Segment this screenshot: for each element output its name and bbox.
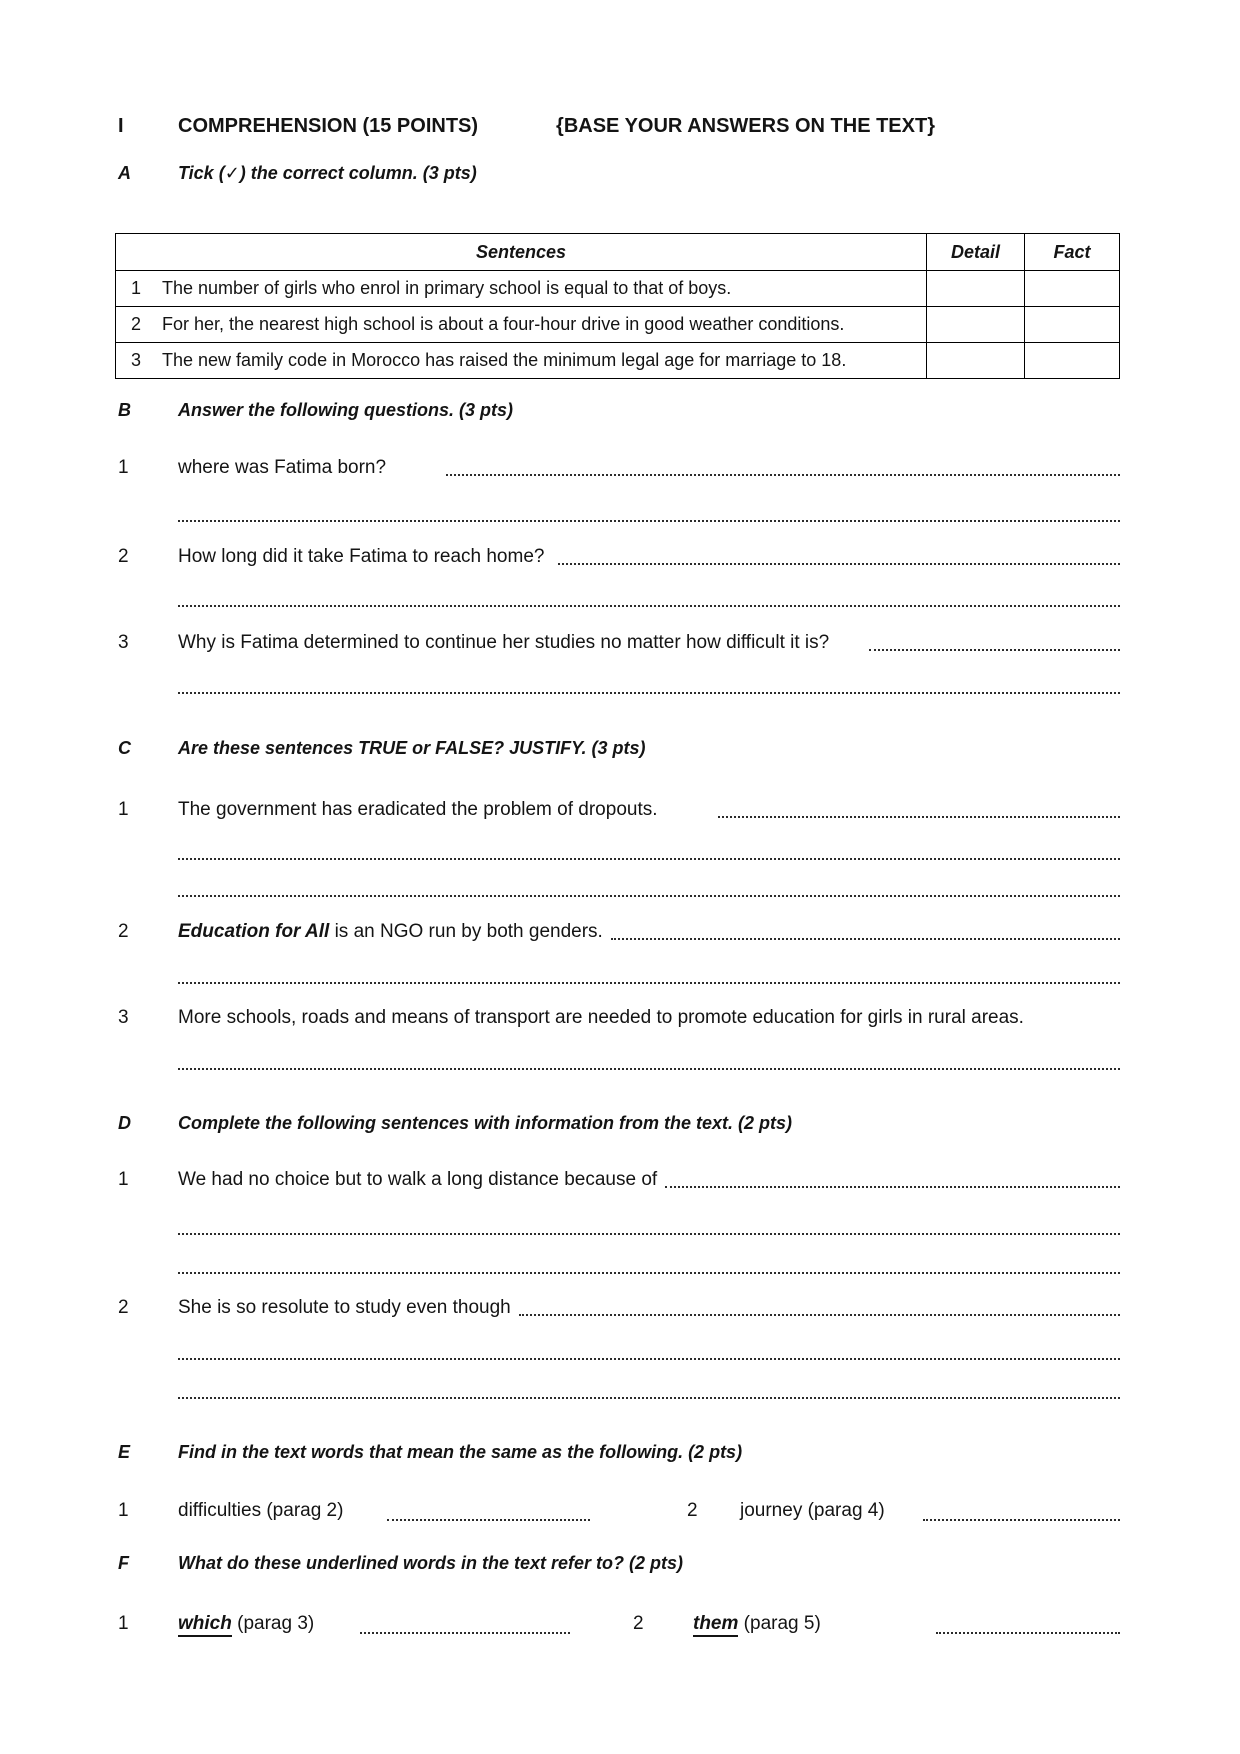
detail-tick-cell[interactable] xyxy=(927,343,1025,379)
answer-line[interactable] xyxy=(178,1272,1120,1274)
answer-blank[interactable] xyxy=(869,649,1120,651)
question-b3 xyxy=(118,631,1120,655)
question-number: 2 xyxy=(118,921,129,942)
question-b1 xyxy=(118,456,1120,480)
question-number: 2 xyxy=(118,1297,129,1318)
column-header-fact: Fact xyxy=(1025,234,1120,271)
section-d-heading xyxy=(118,1111,1120,1135)
question-b2 xyxy=(118,545,1120,569)
question-number: 3 xyxy=(118,1007,129,1028)
answer-line[interactable] xyxy=(178,692,1120,694)
fact-tick-cell[interactable] xyxy=(1025,271,1120,307)
section-f-letter: F xyxy=(118,1553,129,1573)
table-row xyxy=(116,271,1120,307)
question-text: More schools, roads and means of transport are needed to promote education for girls in rural areas. xyxy=(178,1007,1024,1028)
answer-blank[interactable] xyxy=(446,474,1120,476)
synonym-word: journey (parag 4) xyxy=(740,1500,885,1521)
tick-table-header-row xyxy=(116,234,1120,271)
question-c1 xyxy=(118,798,1120,822)
row-number: 3 xyxy=(116,343,157,379)
answer-blank[interactable] xyxy=(936,1632,1120,1634)
question-text: We had no choice but to walk a long distance because of xyxy=(178,1169,658,1190)
table-row xyxy=(116,307,1120,343)
question-d1 xyxy=(118,1168,1120,1192)
underlined-word: them xyxy=(693,1613,738,1637)
question-number: 1 xyxy=(118,1169,129,1190)
question-text: The government has eradicated the problem of dropouts. xyxy=(178,799,658,820)
reference-row xyxy=(118,1611,1120,1637)
section-c-heading xyxy=(118,736,1120,760)
doc-header xyxy=(118,114,1120,138)
section-e-letter: E xyxy=(118,1442,131,1462)
question-number: 1 xyxy=(118,457,129,478)
question-c2 xyxy=(118,920,1120,944)
item-number: 2 xyxy=(687,1500,698,1521)
answer-blank[interactable] xyxy=(360,1632,570,1634)
answer-line[interactable] xyxy=(178,520,1120,522)
answer-line[interactable] xyxy=(178,858,1120,860)
answer-blank[interactable] xyxy=(923,1519,1120,1521)
row-number: 2 xyxy=(116,307,157,343)
question-number: 1 xyxy=(118,799,129,820)
section-a-title: Tick (✓) the correct column. (3 pts) xyxy=(178,163,477,183)
section-b-heading xyxy=(118,398,1120,422)
answer-line[interactable] xyxy=(178,1068,1120,1070)
column-header-detail: Detail xyxy=(927,234,1025,271)
synonym-word: difficulties (parag 2) xyxy=(178,1500,344,1521)
section-a-letter: A xyxy=(118,163,131,183)
answer-blank[interactable] xyxy=(519,1314,1120,1316)
answer-line[interactable] xyxy=(178,605,1120,607)
section-f-heading xyxy=(118,1551,1120,1575)
item-number: 1 xyxy=(118,1613,129,1634)
answer-blank[interactable] xyxy=(665,1186,1120,1188)
synonym-row xyxy=(118,1498,1120,1524)
question-text: where was Fatima born? xyxy=(178,457,387,478)
answer-blank[interactable] xyxy=(718,816,1120,818)
section-a-heading xyxy=(118,161,1120,185)
row-sentence: The number of girls who enrol in primary school is equal to that of boys. xyxy=(156,271,927,307)
row-number: 1 xyxy=(116,271,157,307)
section-c-title: Are these sentences TRUE or FALSE? JUSTIFY. (3 pts) xyxy=(178,738,646,758)
section-b-letter: B xyxy=(118,400,131,420)
answer-line[interactable] xyxy=(178,1397,1120,1399)
question-text: How long did it take Fatima to reach home? xyxy=(178,546,545,567)
answer-line[interactable] xyxy=(178,1358,1120,1360)
section-c-letter: C xyxy=(118,738,131,758)
question-d2 xyxy=(118,1296,1120,1320)
row-sentence: The new family code in Morocco has raised the minimum legal age for marriage to 18. xyxy=(156,343,927,379)
section-numeral: I xyxy=(118,115,124,137)
section-f-title: What do these underlined words in the text refer to? (2 pts) xyxy=(178,1553,684,1573)
question-c3 xyxy=(118,1006,1120,1030)
question-number: 3 xyxy=(118,632,129,653)
answer-blank[interactable] xyxy=(558,563,1120,565)
section-d-title: Complete the following sentences with information from the text. (2 pts) xyxy=(178,1113,793,1133)
fact-tick-cell[interactable] xyxy=(1025,307,1120,343)
question-text: Why is Fatima determined to continue her studies no matter how difficult it is? xyxy=(178,632,830,653)
tick-table xyxy=(115,233,1120,379)
section-b-title: Answer the following questions. (3 pts) xyxy=(178,400,514,420)
answer-line[interactable] xyxy=(178,895,1120,897)
reference-word: them (parag 5) xyxy=(693,1611,821,1637)
answer-blank[interactable] xyxy=(611,938,1120,940)
detail-tick-cell[interactable] xyxy=(927,307,1025,343)
item-number: 1 xyxy=(118,1500,129,1521)
emphasis-text: Education for All xyxy=(178,921,330,942)
question-number: 2 xyxy=(118,546,129,567)
answer-line[interactable] xyxy=(178,1233,1120,1235)
question-text: She is so resolute to study even though xyxy=(178,1297,511,1318)
reference-word: which (parag 3) xyxy=(178,1611,314,1637)
fact-tick-cell[interactable] xyxy=(1025,343,1120,379)
detail-tick-cell[interactable] xyxy=(927,271,1025,307)
underlined-word: which xyxy=(178,1613,232,1637)
column-header-sentences: Sentences xyxy=(116,234,927,271)
section-e-heading xyxy=(118,1440,1120,1464)
answer-line[interactable] xyxy=(178,982,1120,984)
question-text: Education for All is an NGO run by both genders. xyxy=(178,921,603,942)
section-d-letter: D xyxy=(118,1113,131,1133)
doc-note: {BASE YOUR ANSWERS ON THE TEXT} xyxy=(556,115,935,137)
doc-title: COMPREHENSION (15 POINTS) xyxy=(178,115,479,137)
row-sentence: For her, the nearest high school is about a four-hour drive in good weather conditions. xyxy=(156,307,927,343)
item-number: 2 xyxy=(633,1613,644,1634)
section-e-title: Find in the text words that mean the same as the following. (2 pts) xyxy=(178,1442,743,1462)
answer-blank[interactable] xyxy=(387,1519,590,1521)
table-row xyxy=(116,343,1120,379)
